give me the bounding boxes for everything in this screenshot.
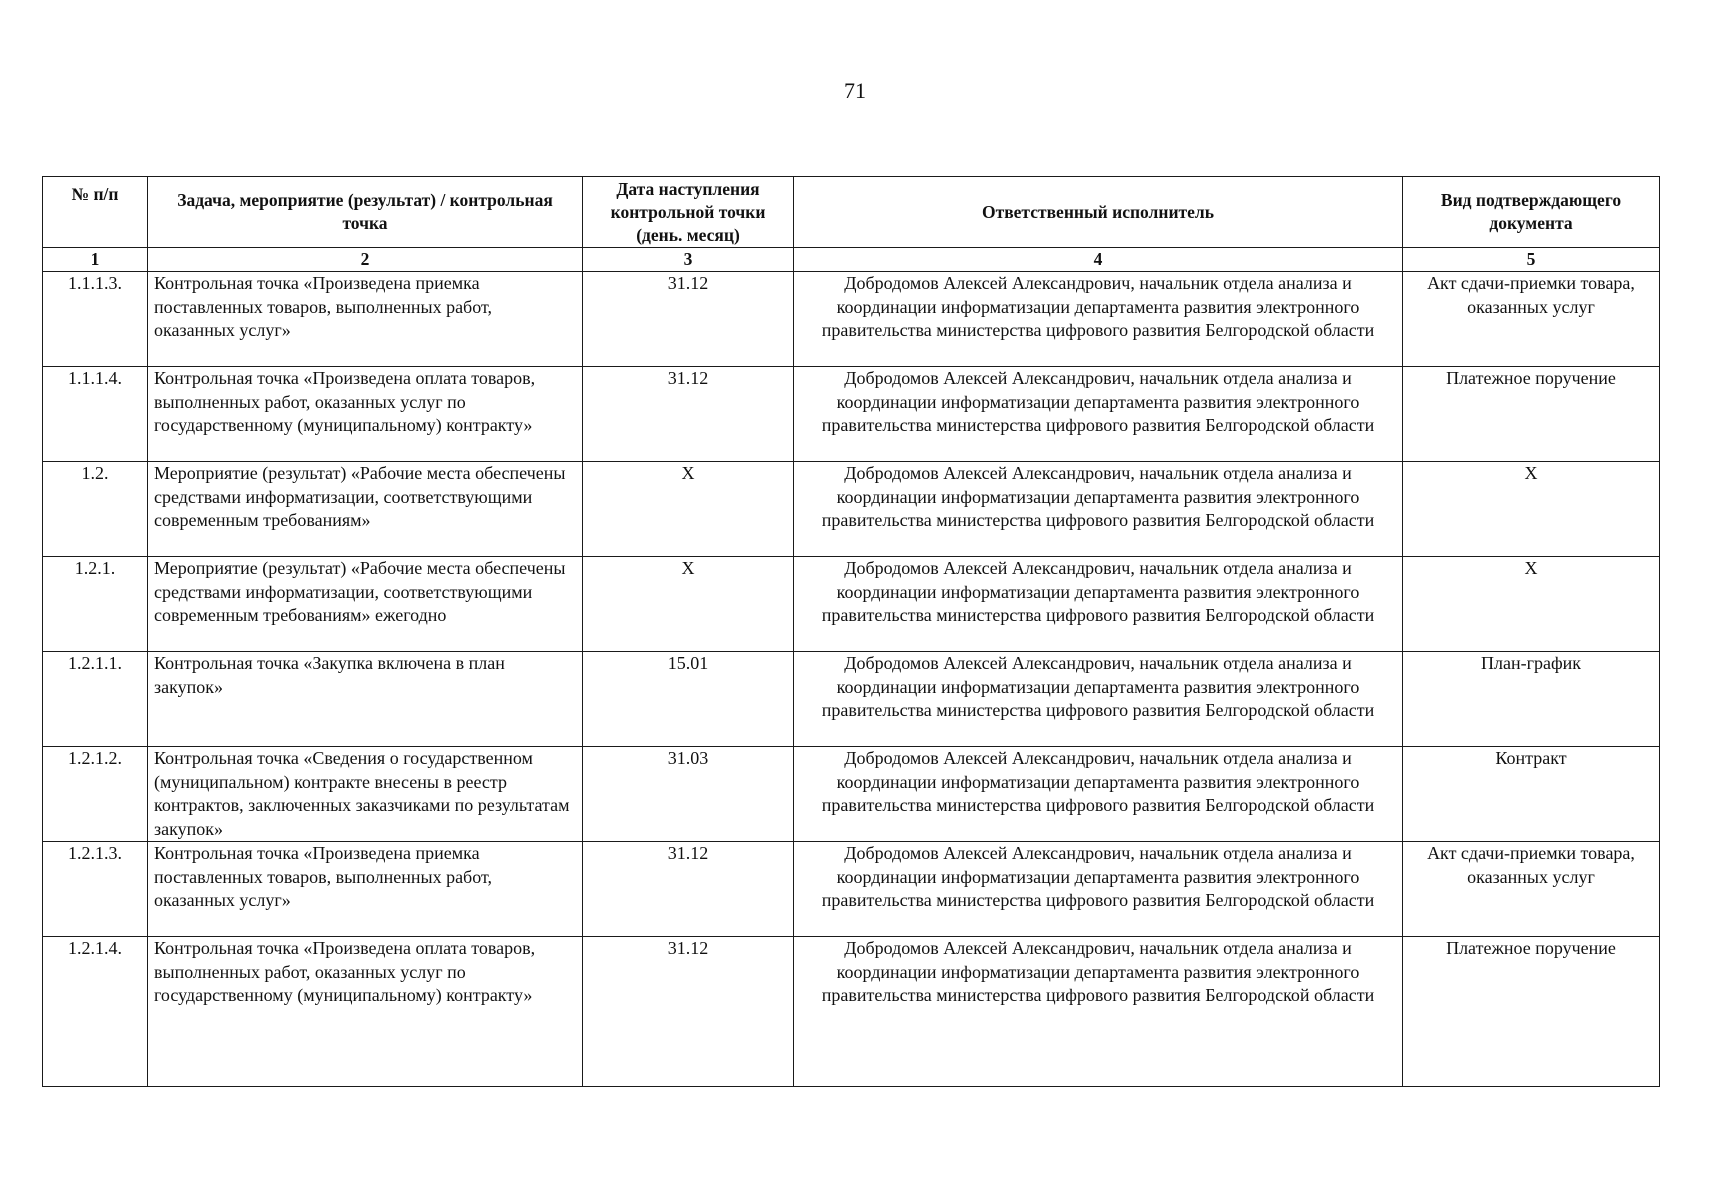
table-row [43,462,1660,557]
row-number: 1.2.1.1. [43,652,148,747]
row-document: Платежное поручение [1403,937,1660,1087]
row-date: 15.01 [583,652,794,747]
row-document: План-график [1403,652,1660,747]
control-points-table [42,176,1660,1087]
column-number: 2 [148,248,583,272]
row-document: Платежное поручение [1403,367,1660,462]
row-date: 31.12 [583,937,794,1087]
table-row [43,557,1660,652]
row-task: Мероприятие (результат) «Рабочие места обеспечены средствами информатизации, соответствующими современным требованиям» ежегодно [148,557,583,652]
row-number: 1.2.1. [43,557,148,652]
row-date: 31.12 [583,272,794,367]
table-row [43,937,1660,1087]
row-number: 1.1.1.4. [43,367,148,462]
table-row [43,367,1660,462]
page-number: 71 [844,78,866,103]
row-number: 1.2. [43,462,148,557]
row-executor: Добродомов Алексей Александрович, начальник отдела анализа и координации информатизации департамента развития электронного правительства министерства цифрового развития Белгородской области [794,747,1403,842]
column-number: 4 [794,248,1403,272]
row-task: Контрольная точка «Произведена приемка поставленных товаров, выполненных работ, оказанных услуг» [148,842,583,937]
row-executor: Добродомов Алексей Александрович, начальник отдела анализа и координации информатизации департамента развития электронного правительства министерства цифрового развития Белгородской области [794,462,1403,557]
row-number: 1.2.1.3. [43,842,148,937]
row-date: X [583,557,794,652]
row-number: 1.2.1.4. [43,937,148,1087]
row-document: X [1403,557,1660,652]
header-document: Вид подтверждающего документа [1403,177,1660,248]
header-number: № п/п [43,177,148,248]
row-number: 1.1.1.3. [43,272,148,367]
table-row [43,747,1660,842]
header-executor: Ответственный исполнитель [794,177,1403,248]
table-row [43,652,1660,747]
column-number: 1 [43,248,148,272]
column-number: 5 [1403,248,1660,272]
row-number: 1.2.1.2. [43,747,148,842]
row-task: Контрольная точка «Произведена оплата товаров, выполненных работ, оказанных услуг по государственному (муниципальному) контракту» [148,367,583,462]
column-number-row [43,248,1660,272]
column-number: 3 [583,248,794,272]
row-executor: Добродомов Алексей Александрович, начальник отдела анализа и координации информатизации департамента развития электронного правительства министерства цифрового развития Белгородской области [794,272,1403,367]
row-date: X [583,462,794,557]
row-executor: Добродомов Алексей Александрович, начальник отдела анализа и координации информатизации департамента развития электронного правительства министерства цифрового развития Белгородской области [794,937,1403,1087]
table-row [43,842,1660,937]
row-task: Мероприятие (результат) «Рабочие места обеспечены средствами информатизации, соответствующими современным требованиям» [148,462,583,557]
row-executor: Добродомов Алексей Александрович, начальник отдела анализа и координации информатизации департамента развития электронного правительства министерства цифрового развития Белгородской области [794,557,1403,652]
table-row [43,272,1660,367]
row-executor: Добродомов Алексей Александрович, начальник отдела анализа и координации информатизации департамента развития электронного правительства министерства цифрового развития Белгородской области [794,367,1403,462]
row-document: Контракт [1403,747,1660,842]
row-date: 31.03 [583,747,794,842]
row-task: Контрольная точка «Закупка включена в план закупок» [148,652,583,747]
row-task: Контрольная точка «Произведена приемка поставленных товаров, выполненных работ, оказанных услуг» [148,272,583,367]
row-date: 31.12 [583,842,794,937]
table-header-row [43,177,1660,248]
row-date: 31.12 [583,367,794,462]
row-document: Акт сдачи-приемки товара, оказанных услуг [1403,272,1660,367]
row-task: Контрольная точка «Произведена оплата товаров, выполненных работ, оказанных услуг по государственному (муниципальному) контракту» [148,937,583,1087]
header-date: Дата наступления контрольной точки (день. месяц) [583,177,794,248]
row-executor: Добродомов Алексей Александрович, начальник отдела анализа и координации информатизации департамента развития электронного правительства министерства цифрового развития Белгородской области [794,842,1403,937]
row-document: X [1403,462,1660,557]
row-document: Акт сдачи-приемки товара, оказанных услуг [1403,842,1660,937]
row-task: Контрольная точка «Сведения о государственном (муниципальном) контракте внесены в реестр контрактов, заключенных заказчиками по результатам закупок» [148,747,583,842]
row-executor: Добродомов Алексей Александрович, начальник отдела анализа и координации информатизации департамента развития электронного правительства министерства цифрового развития Белгородской области [794,652,1403,747]
header-task: Задача, мероприятие (результат) / контрольная точка [148,177,583,248]
